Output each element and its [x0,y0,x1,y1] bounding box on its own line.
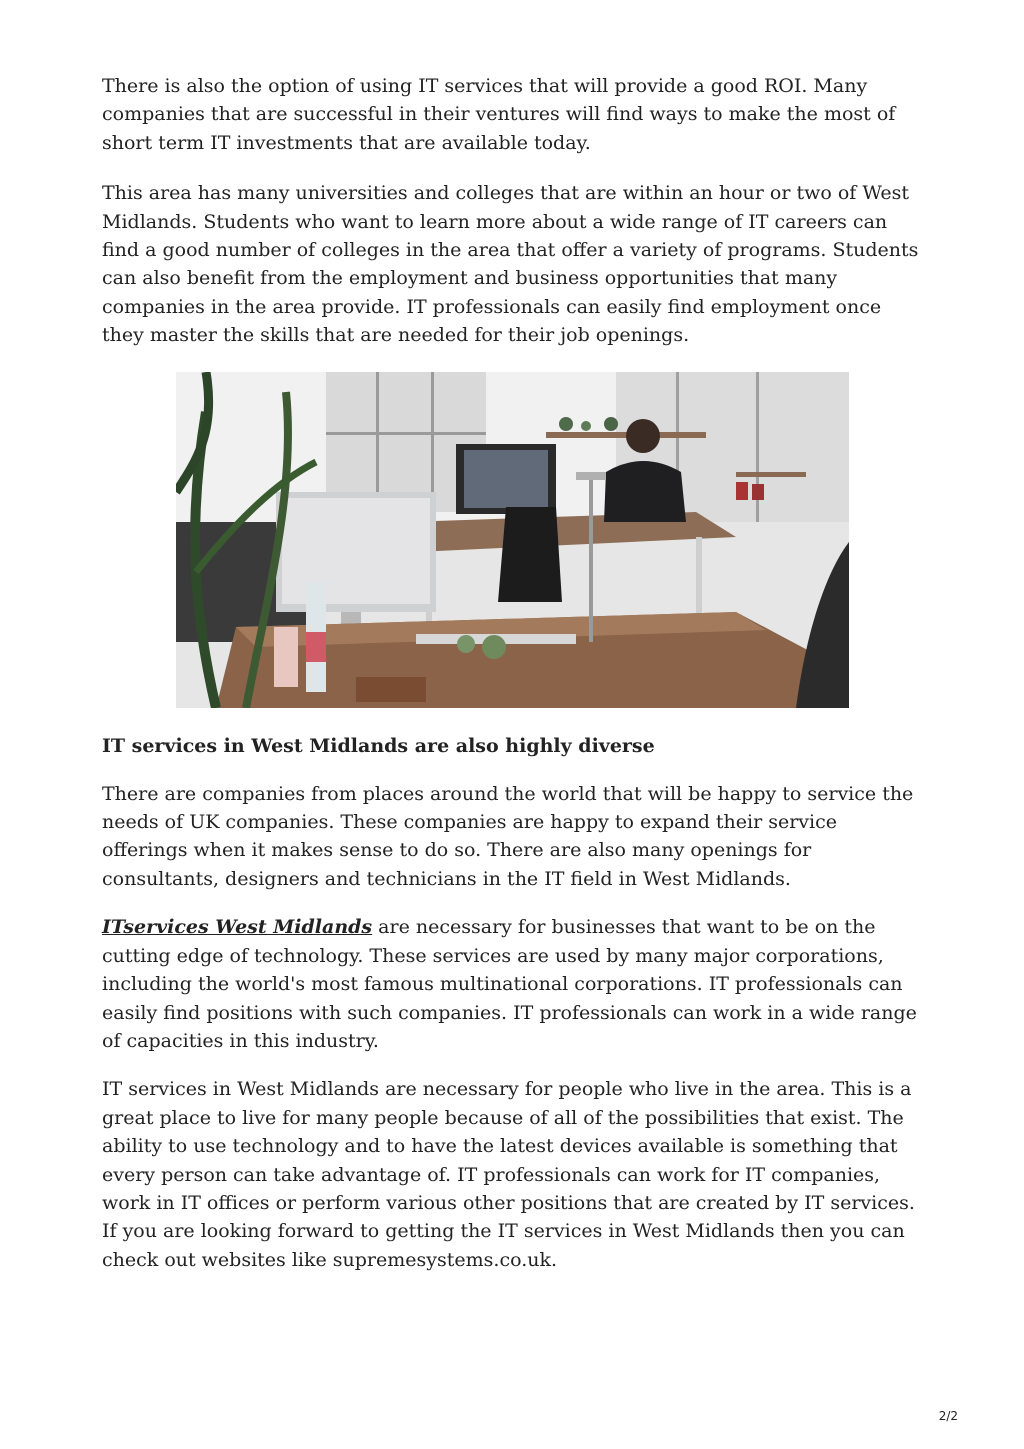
paragraph-companies: There are companies from places around the world that will be happy to service the needs of UK companies. These companies are happy to expand their service offerings when it makes sense to do so. There are also many openings for consultants, designers and technicians in the IT field in West Midlands. [102,782,914,890]
paragraph-it-services-text: are necessary for businesses that want to be on the cutting edge of technology. These services are used by many major corporations, including the world's most famous multinational corporations. IT professionals can easily find positions with such companies. IT professionals can work in a wide range of capacities in this industry. [102,916,917,1052]
paragraph-roi: There is also the option of using IT services that will provide a good ROI. Many companies that are successful in their ventures will find ways to make the most of short term IT investments that are available today. [102,75,896,154]
paragraph-universities: This area has many universities and colleges that are within an hour or two of West Midlands. Students who want to learn more about a wide range of IT careers can find a good number of colleges in the area that offer a variety of programs. Students can also benefit from the employment and business opportunities that many companies in the area provide. IT professionals can easily find employment once they master the skills that are needed for their job openings. [102,182,919,347]
paragraph-residents: IT services in West Midlands are necessary for people who live in the area. This is a great place to live for many people because of all of the possibilities that exist. The ability to use technology and to have the latest devices available is something that every person can take advantage of. IT professionals can work for IT companies, work in IT offices or perform various other positions that are created by IT services. If you are looking forward to getting the IT services in West Midlands then you can check out websites like supremesystems.co.uk. [102,1078,915,1271]
section-heading: IT services in West Midlands are also highly diverse [102,734,655,757]
paragraph-it-services [102,913,924,1055]
article-body [102,72,924,1294]
it-services-link[interactable]: ITservices West Midlands [102,916,373,939]
office-photo [176,372,849,708]
page-number: 2/2 [938,1409,958,1423]
